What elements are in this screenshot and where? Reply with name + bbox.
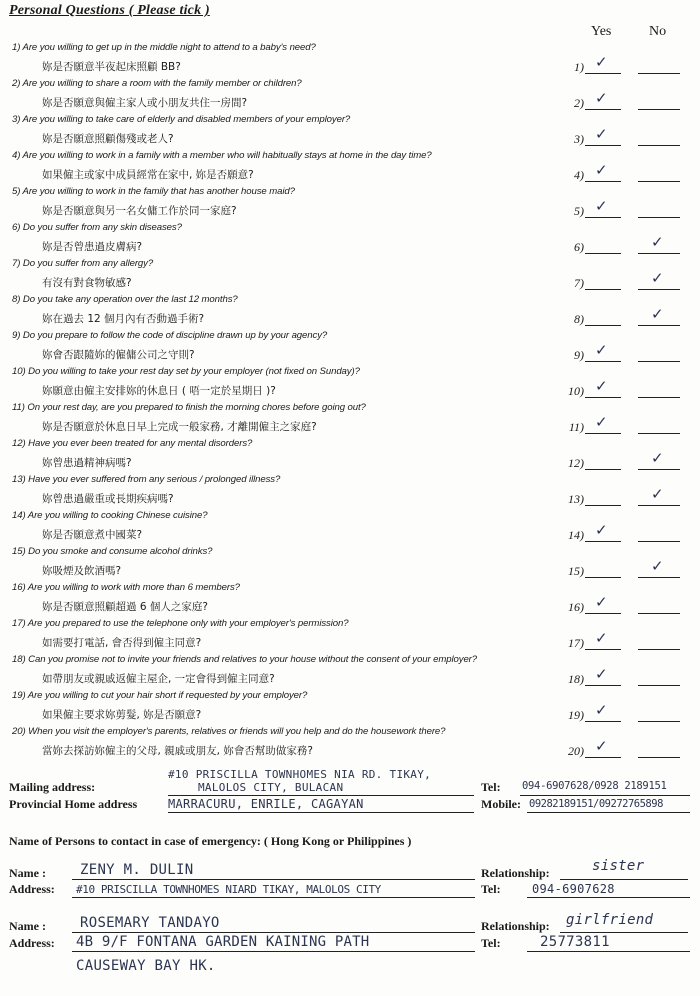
contact2-name-underline (72, 932, 475, 933)
question-english: 15) Do you smoke and consume alcohol drinks? (12, 546, 213, 557)
question-number: 20) (568, 744, 584, 758)
question-chinese: 妳是否願意照顧超過 6 個人之家庭? (42, 601, 208, 613)
yes-checkmark-icon[interactable]: ✓ (595, 197, 608, 215)
question-row (0, 258, 700, 294)
question-chinese: 妳是否願意於休息日早上完成一般家務, 才離開僱主之家庭? (42, 421, 317, 433)
question-english: 7) Do you suffer from any allergy? (12, 258, 154, 269)
question-row (0, 330, 700, 366)
contact2-tel[interactable]: 25773811 (540, 934, 610, 950)
question-number: 17) (568, 636, 584, 650)
question-english: 20) When you visit the employer's parents, relatives or friends will you help and do the housework there? (12, 726, 446, 737)
mobile-label: Mobile: (481, 797, 521, 811)
question-english: 1) Are you willing to get up in the middle night to attend to a baby's need? (12, 42, 316, 53)
question-row (0, 150, 700, 186)
no-answer-line[interactable] (638, 73, 680, 74)
yes-checkmark-icon[interactable]: ✓ (595, 161, 608, 179)
no-checkmark-icon[interactable]: ✓ (651, 269, 664, 287)
question-chinese: 如果僱主要求妳剪髮, 妳是否願意? (42, 709, 202, 721)
question-english: 14) Are you willing to cooking Chinese cuisine? (12, 510, 208, 521)
no-answer-line[interactable] (638, 289, 680, 290)
question-row (0, 726, 700, 762)
yes-checkmark-icon[interactable]: ✓ (595, 89, 608, 107)
no-answer-line[interactable] (638, 109, 680, 110)
yes-answer-line[interactable] (585, 253, 621, 254)
question-english: 10) Do you willing to take your rest day set by your employer (not fixed on Sunday)? (12, 366, 360, 377)
contact2-name-label: Name : (9, 919, 46, 933)
question-chinese: 妳是否願意與僱主家人或小朋友共住一房間? (42, 97, 248, 109)
yes-answer-line[interactable] (585, 289, 621, 290)
yes-answer-line[interactable] (585, 757, 621, 758)
yes-answer-line[interactable] (585, 397, 621, 398)
question-chinese: 妳是否曾患過皮膚病? (42, 241, 143, 253)
provincial-address-line1[interactable]: MARRACURU, ENRILE, CAGAYAN (168, 797, 364, 811)
yes-checkmark-icon[interactable]: ✓ (595, 413, 608, 431)
question-row (0, 618, 700, 654)
question-number: 16) (568, 600, 584, 614)
question-row (0, 690, 700, 726)
question-number: 1) (574, 60, 584, 74)
no-answer-line[interactable] (638, 721, 680, 722)
question-row (0, 510, 700, 546)
yes-answer-line[interactable] (585, 181, 621, 182)
contact1-relationship-label: Relationship: (481, 866, 550, 880)
yes-answer-line[interactable] (585, 721, 621, 722)
mailing-address-line1[interactable]: #10 PRISCILLA TOWNHOMES NIA RD. TIKAY, (168, 768, 432, 781)
question-number: 15) (568, 564, 584, 578)
no-answer-line[interactable] (638, 613, 680, 614)
contact1-address-line1[interactable]: #10 PRISCILLA TOWNHOMES NIARD TIKAY, MALOLOS CITY (76, 883, 381, 896)
question-chinese: 妳是否願意與另一名女傭工作於同一家庭? (42, 205, 237, 217)
question-chinese: 如果僱主或家中成員經常在家中, 妳是否願意? (42, 169, 254, 181)
no-answer-line[interactable] (638, 145, 680, 146)
contact1-tel[interactable]: 094-6907628 (532, 882, 615, 896)
no-answer-line[interactable] (638, 541, 680, 542)
question-row (0, 474, 700, 510)
no-answer-line[interactable] (638, 505, 680, 506)
contact2-address-line1[interactable]: 4B 9/F FONTANA GARDEN KAINING PATH (76, 934, 370, 950)
question-chinese: 有沒有對食物敏感? (42, 277, 132, 289)
contact1-relationship-underline (560, 879, 688, 880)
tel-underline (520, 795, 690, 796)
yes-answer-line[interactable] (585, 73, 621, 74)
question-number: 10) (568, 384, 584, 398)
question-chinese: 妳曾患過嚴重或長期疾病嗎? (42, 493, 174, 505)
emergency-heading: Name of Persons to contact in case of emergency: ( Hong Kong or Philippines ) (9, 834, 412, 848)
no-answer-line[interactable] (638, 253, 680, 254)
yes-answer-line[interactable] (585, 145, 621, 146)
no-answer-line[interactable] (638, 217, 680, 218)
yes-answer-line[interactable] (585, 577, 621, 578)
contact2-address-underline (72, 951, 475, 952)
question-chinese: 妳吸煙及飲酒嗎? (42, 565, 122, 577)
no-answer-line[interactable] (638, 361, 680, 362)
question-chinese: 妳是否願意照顧傷殘或老人? (42, 133, 174, 145)
question-row (0, 654, 700, 690)
question-row (0, 438, 700, 474)
question-row (0, 582, 700, 618)
question-english: 6) Do you suffer from any skin diseases? (12, 222, 182, 233)
no-column-header: No (649, 24, 667, 39)
question-chinese: 如帶朋友或親戚返僱主屋企, 一定會得到僱主同意? (42, 673, 275, 685)
question-english: 16) Are you willing to work with more than 6 members? (12, 582, 240, 593)
no-answer-line[interactable] (638, 469, 680, 470)
yes-answer-line[interactable] (585, 505, 621, 506)
question-row (0, 186, 700, 222)
question-english: 8) Do you take any operation over the last 12 months? (12, 294, 238, 305)
contact2-relationship-underline (560, 932, 688, 933)
yes-answer-line[interactable] (585, 649, 621, 650)
tel-label: Tel: (481, 780, 501, 794)
question-number: 11) (568, 420, 584, 434)
yes-checkmark-icon[interactable]: ✓ (595, 125, 608, 143)
question-chinese: 妳在過去 12 個月內有否動過手術? (42, 313, 205, 325)
contact1-address-label: Address: (9, 882, 55, 896)
question-chinese: 當妳去探訪妳僱主的父母, 親戚或朋友, 妳會否幫助做家務? (42, 745, 313, 757)
mobile-underline (527, 812, 690, 813)
yes-answer-line[interactable] (585, 469, 621, 470)
question-english: 5) Are you willing to work in the family that has another house maid? (12, 186, 295, 197)
no-answer-line[interactable] (638, 433, 680, 434)
question-number: 18) (568, 672, 584, 686)
contact1-name[interactable]: ZENY M. DULIN (80, 862, 194, 878)
contact2-address-label: Address: (9, 936, 55, 950)
no-checkmark-icon[interactable]: ✓ (651, 305, 664, 323)
question-number: 5) (574, 204, 584, 218)
contact1-relationship[interactable]: sister (592, 858, 645, 874)
yes-checkmark-icon[interactable]: ✓ (595, 521, 608, 539)
question-number: 19) (568, 708, 584, 722)
question-english: 2) Are you willing to share a room with the family member or children? (12, 78, 302, 89)
mailing-address-line2[interactable]: MALOLOS CITY, BULACAN (198, 781, 344, 794)
question-english: 4) Are you willing to work in a family with a member who will habitually stays at home in the day time? (12, 150, 432, 161)
no-answer-line[interactable] (638, 325, 680, 326)
question-english: 12) Have you ever been treated for any mental disorders? (12, 438, 253, 449)
question-row (0, 114, 700, 150)
yes-checkmark-icon[interactable]: ✓ (595, 377, 608, 395)
question-row (0, 294, 700, 330)
yes-answer-line[interactable] (585, 325, 621, 326)
mailing-address-label: Mailing address: (9, 780, 96, 794)
contact1-tel-label: Tel: (481, 882, 501, 896)
question-english: 18) Can you promise not to invite your friends and relatives to your house without the consent of your employer? (12, 654, 478, 665)
yes-checkmark-icon[interactable]: ✓ (595, 53, 608, 71)
contact2-address-line2[interactable]: CAUSEWAY BAY HK. (76, 958, 216, 974)
yes-checkmark-icon[interactable]: ✓ (595, 701, 608, 719)
question-number: 3) (574, 132, 584, 146)
question-number: 8) (574, 312, 584, 326)
mobile-number[interactable]: 09282189151/09272765898 (529, 798, 663, 810)
question-english: 13) Have you ever suffered from any serious / prolonged illness? (12, 474, 281, 485)
question-english: 17) Are you prepared to use the telephone only with your employer's permission? (12, 618, 349, 629)
no-answer-line[interactable] (638, 181, 680, 182)
yes-checkmark-icon[interactable]: ✓ (595, 737, 608, 755)
question-english: 19) Are you willing to cut your hair short if requested by your employer? (12, 690, 308, 701)
contact1-name-label: Name : (9, 866, 46, 880)
question-chinese: 妳曾患過精神病嗎? (42, 457, 132, 469)
question-row (0, 366, 700, 402)
yes-answer-line[interactable] (585, 685, 621, 686)
question-number: 7) (574, 276, 584, 290)
no-answer-line[interactable] (638, 757, 680, 758)
question-chinese: 妳願意由僱主安排妳的休息日 ( 唔一定於星期日 )? (42, 385, 276, 397)
yes-answer-line[interactable] (585, 613, 621, 614)
provincial-address-underline (168, 812, 474, 813)
no-answer-line[interactable] (638, 577, 680, 578)
no-answer-line[interactable] (638, 685, 680, 686)
yes-checkmark-icon[interactable]: ✓ (595, 341, 608, 359)
question-chinese: 妳是否願意煮中國菜? (42, 529, 143, 541)
no-answer-line[interactable] (638, 649, 680, 650)
yes-answer-line[interactable] (585, 361, 621, 362)
yes-checkmark-icon[interactable]: ✓ (595, 593, 608, 611)
question-chinese: 妳會否跟隨妳的僱傭公司之守則? (42, 349, 195, 361)
question-row (0, 222, 700, 258)
contact2-relationship[interactable]: girlfriend (566, 912, 654, 928)
yes-column-header: Yes (591, 24, 612, 39)
yes-checkmark-icon[interactable]: ✓ (595, 665, 608, 683)
no-answer-line[interactable] (638, 397, 680, 398)
form-title: Personal Questions ( Please tick ) (9, 3, 210, 18)
question-number: 9) (574, 348, 584, 362)
contact1-address-underline (72, 897, 475, 898)
contact2-name[interactable]: ROSEMARY TANDAYO (80, 915, 220, 931)
yes-answer-line[interactable] (585, 433, 621, 434)
no-checkmark-icon[interactable]: ✓ (651, 233, 664, 251)
question-number: 12) (568, 456, 584, 470)
question-row (0, 78, 700, 114)
no-checkmark-icon[interactable]: ✓ (651, 485, 664, 503)
question-number: 14) (568, 528, 584, 542)
contact1-tel-underline (527, 897, 690, 898)
question-english: 11) On your rest day, are you prepared to finish the morning chores before going out? (12, 402, 366, 413)
contact2-tel-underline (527, 951, 690, 952)
provincial-address-label: Provincial Home address (9, 797, 138, 811)
question-english: 3) Are you willing to take care of elderly and disabled members of your employer? (12, 114, 351, 125)
no-checkmark-icon[interactable]: ✓ (651, 449, 664, 467)
yes-answer-line[interactable] (585, 541, 621, 542)
question-row (0, 402, 700, 438)
question-number: 4) (574, 168, 584, 182)
question-number: 2) (574, 96, 584, 110)
mailing-tel[interactable]: 094-6907628/0928 2189151 (522, 780, 667, 792)
contact2-tel-label: Tel: (481, 936, 501, 950)
mailing-address-underline (168, 795, 474, 796)
yes-answer-line[interactable] (585, 217, 621, 218)
question-number: 6) (574, 240, 584, 254)
no-checkmark-icon[interactable]: ✓ (651, 557, 664, 575)
question-chinese: 妳是否願意半夜起床照顧 BB? (42, 61, 181, 73)
contact1-name-underline (72, 879, 475, 880)
yes-checkmark-icon[interactable]: ✓ (595, 629, 608, 647)
question-row (0, 42, 700, 78)
question-number: 13) (568, 492, 584, 506)
question-english: 9) Do you prepare to follow the code of discipline drawn up by your agency? (12, 330, 328, 341)
question-row (0, 546, 700, 582)
yes-answer-line[interactable] (585, 109, 621, 110)
question-chinese: 如需要打電話, 會否得到僱主同意? (42, 637, 202, 649)
contact2-relationship-label: Relationship: (481, 919, 550, 933)
